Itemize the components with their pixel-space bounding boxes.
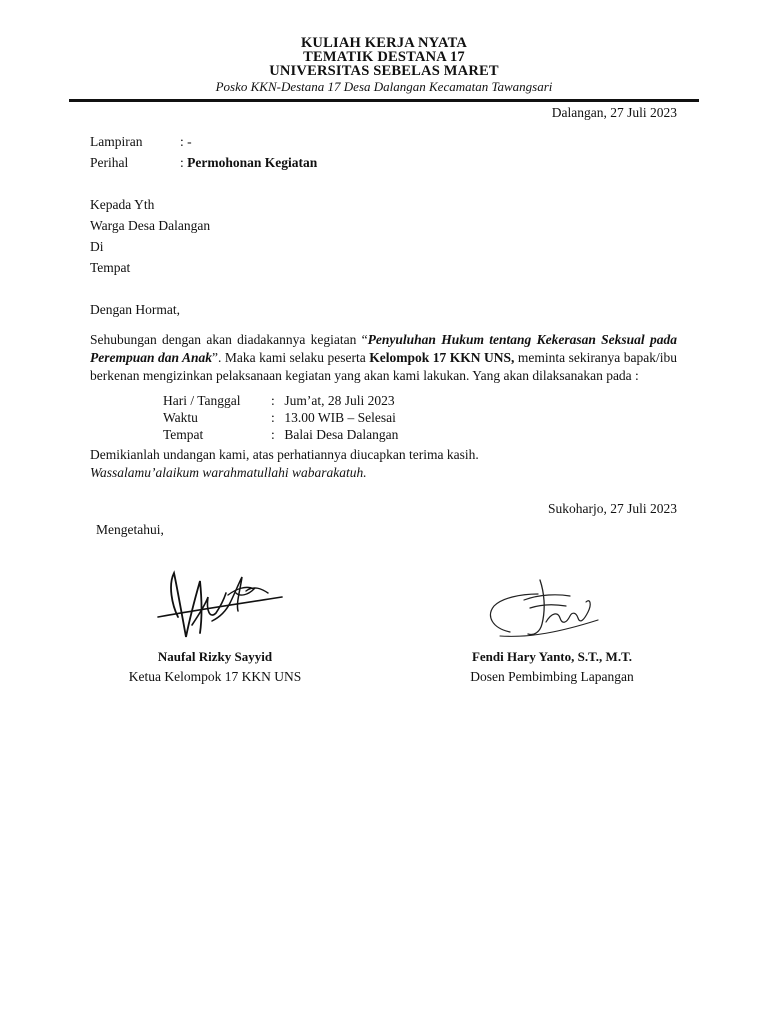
recipient-line-4: Tempat [90,260,131,275]
schedule-separator: : [271,410,275,425]
signatory-2-name: Fendi Hary Yanto, S.T., M.T. [471,649,633,664]
schedule-separator: : [271,427,275,442]
lampiran-label: Lampiran [90,134,143,149]
body-part-3: meminta sekiranya bapak/ibu berkenan mengizinkan pelaksanaan kegiatan yang akan kami lakukan. Yang akan dilaksanakan pada : [90,350,678,383]
recipient-line-2: Warga Desa Dalangan [90,218,211,233]
schedule-value: Jum’at, 28 Juli 2023 [284,393,395,408]
signatory-2-role: Dosen Pembimbing Lapangan [470,669,634,684]
closing-sentence: Demikianlah undangan kami, atas perhatiannya diucapkan terima kasih. [90,447,479,462]
schedule-value: Balai Desa Dalangan [284,427,399,442]
place-date-top: Dalangan, 27 Juli 2023 [551,105,677,120]
group-name: Kelompok 17 KKN UNS, [369,350,515,365]
schedule-separator: : [271,393,275,408]
place-date-bottom: Sukoharjo, 27 Juli 2023 [547,501,677,516]
closing-salam: Wassalamu’alaikum warahmatullahi wabarakatuh. [90,465,367,480]
letterhead-line-1: KULIAH KERJA NYATA [300,35,468,51]
schedule-row [163,427,398,443]
lampiran-value: : - [180,134,192,149]
signatory-1-role: Ketua Kelompok 17 KKN UNS [128,669,302,684]
activity-title: Penyuluhan Hukum tentang Kekerasan Seksual pada Perempuan dan Anak [90,332,677,365]
signature-naufal [150,555,290,655]
perihal-subject: Permohonan Kegiatan [187,155,318,170]
letterhead-line-3: UNIVERSITAS SEBELAS MARET [269,63,499,79]
schedule-value: 13.00 WIB – Selesai [284,410,396,425]
perihal-label: Perihal [90,155,129,170]
recipient-line-3: Di [90,239,104,254]
schedule-row [163,393,395,409]
perihal-separator: : [180,155,184,170]
letterhead-divider [69,99,699,102]
signature-fendi [480,572,610,647]
recipient-line-1: Kepada Yth [90,197,155,212]
schedule-label: Waktu [163,410,198,425]
body-part-2: ”. Maka kami selaku peserta [212,350,370,365]
schedule-label: Hari / Tanggal [163,393,241,408]
schedule-label: Tempat [163,427,204,442]
mengetahui-label: Mengetahui, [96,522,164,537]
letterhead-line-2: TEMATIK DESTANA 17 [303,49,465,65]
signatory-1-name: Naufal Rizky Sayyid [157,649,273,664]
schedule-row [163,410,396,426]
letterhead [70,36,698,95]
letterhead-address: Posko KKN-Destana 17 Desa Dalangan Kecamatan Tawangsari [215,79,553,94]
body-paragraph [90,331,677,385]
greeting: Dengan Hormat, [90,302,180,317]
body-part-1: Sehubungan dengan akan diadakannya kegiatan “ [90,332,368,347]
perihal-value [180,155,317,171]
